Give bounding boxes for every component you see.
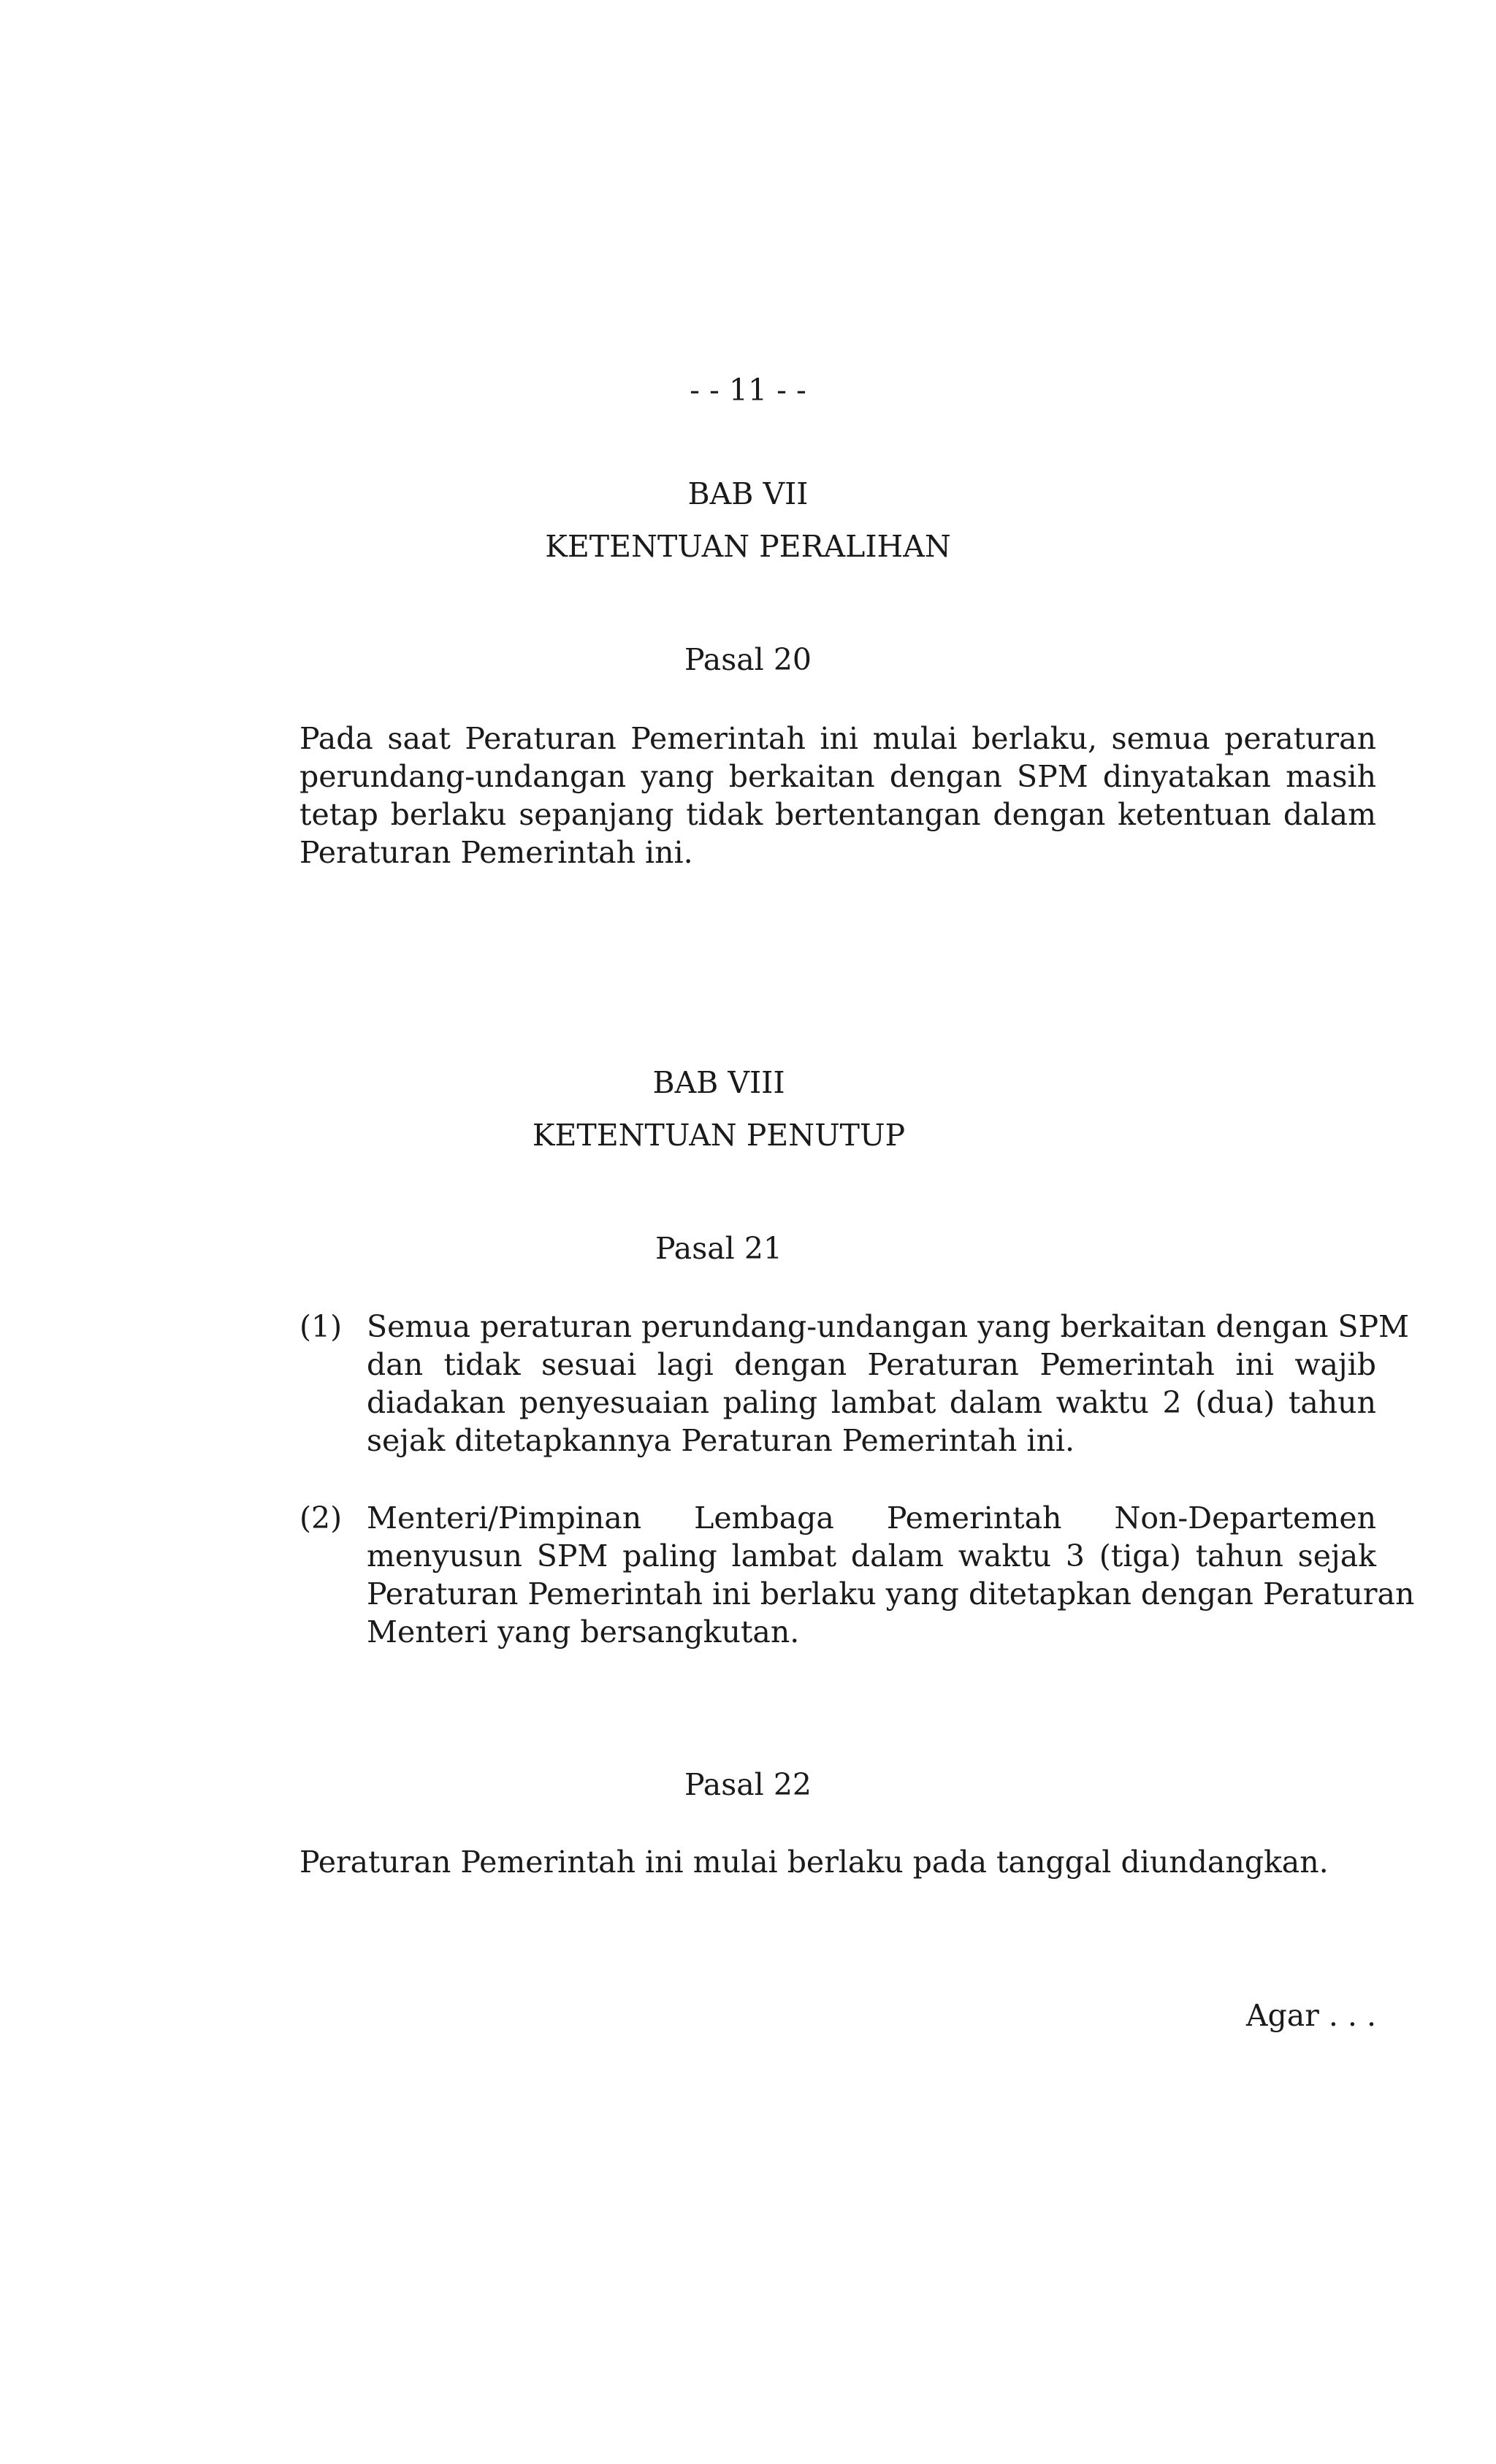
- article-body-pasal-20: [299, 720, 1376, 871]
- list-item-body: [367, 1308, 1410, 1460]
- paragraph-line: perundang-undangan yang berkaitan dengan SPM dinyatakan masih: [299, 759, 1376, 794]
- paragraph-line: menyusun SPM paling lambat dalam waktu 3 (tiga) tahun sejak: [367, 1538, 1376, 1574]
- list-item-number: (1): [299, 1309, 343, 1344]
- paragraph-line: Peraturan Pemerintah ini.: [299, 835, 693, 870]
- chapter-subtitle-ketentuan-penutup: KETENTUAN PENUTUP: [532, 1118, 906, 1153]
- paragraph-line: tetap berlaku sepanjang tidak bertentangan dengan ketentuan dalam: [299, 797, 1376, 832]
- page-number: - - 11 - -: [690, 373, 806, 408]
- article-title-pasal-22: Pasal 22: [684, 1767, 812, 1802]
- paragraph-line: Pada saat Peraturan Pemerintah ini mulai berlaku, semua peraturan: [299, 721, 1376, 756]
- article-title-pasal-21: Pasal 21: [655, 1231, 782, 1266]
- chapter-subtitle-ketentuan-peralihan: KETENTUAN PERALIHAN: [545, 529, 951, 564]
- continuation-marker: Agar . . .: [1245, 1998, 1376, 2033]
- paragraph-line: sejak ditetapkannya Peraturan Pemerintah ini.: [367, 1423, 1075, 1458]
- article-body-pasal-22: Peraturan Pemerintah ini mulai berlaku pada tanggal diundangkan.: [299, 1845, 1329, 1880]
- paragraph-line: Peraturan Pemerintah ini berlaku yang ditetapkan dengan Peraturan: [367, 1576, 1415, 1611]
- list-item-body: [367, 1499, 1415, 1651]
- paragraph-line: diadakan penyesuaian paling lambat dalam waktu 2 (dua) tahun: [367, 1385, 1376, 1420]
- article-title-pasal-20: Pasal 20: [684, 642, 812, 677]
- paragraph-line: Menteri yang bersangkutan.: [367, 1614, 800, 1649]
- chapter-title-bab-viii: BAB VIII: [652, 1065, 785, 1100]
- paragraph-line: dan tidak sesuai lagi dengan Peraturan Pemerintah ini wajib: [367, 1347, 1376, 1382]
- paragraph-line: Menteri/Pimpinan Lembaga Pemerintah Non-Departemen: [367, 1500, 1376, 1536]
- chapter-title-bab-vii: BAB VII: [687, 476, 809, 511]
- paragraph-line: Semua peraturan perundang-undangan yang berkaitan dengan SPM: [367, 1309, 1410, 1344]
- list-item-number: (2): [299, 1500, 343, 1536]
